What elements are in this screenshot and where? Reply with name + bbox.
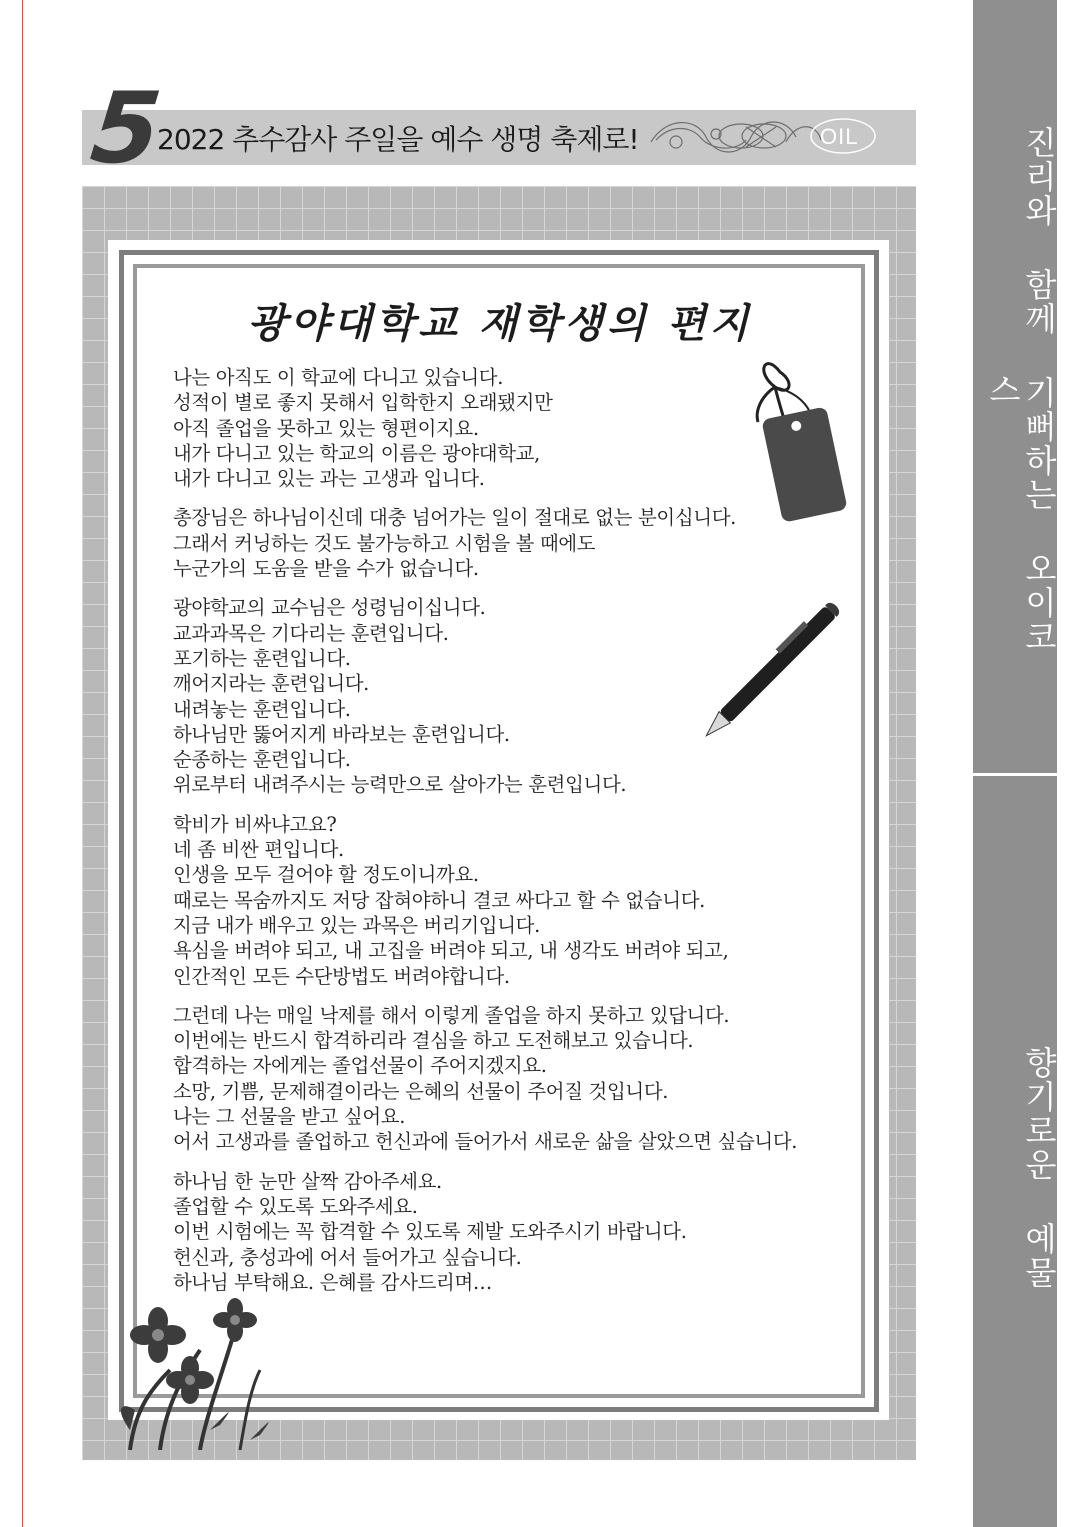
letter-line: 총장님은 하나님이신데 대충 넘어가는 일이 절대로 없는 분이십니다. [173, 506, 736, 530]
letter-line: 하나님만 뚫어지게 바라보는 훈련입니다. [173, 722, 510, 746]
letter-paragraph [173, 1003, 853, 1155]
letter-line: 욕심을 버려야 되고, 내 고집을 버려야 되고, 내 생각도 버려야 되고, [173, 939, 729, 963]
letter-line: 나는 아직도 이 학교에 다니고 있습니다. [173, 366, 504, 389]
letter-line: 누군가의 도움을 받을 수가 없습니다. [173, 557, 479, 581]
letter-title: 광야대학교 재학생의 편지 [247, 300, 753, 347]
letter-line: 이번 시험에는 꼭 합격할 수 있도록 제발 도와주시기 바랍니다. [173, 1220, 687, 1244]
letter-line: 나는 그 선물을 받고 싶어요. [173, 1105, 406, 1129]
letter-line: 그래서 커닝하는 것도 불가능하고 시험을 볼 때에도 [173, 531, 596, 555]
letter-line: 교과과목은 기다리는 훈련입니다. [173, 621, 449, 645]
letter-line: 내가 다니고 있는 과는 고생과 입니다. [173, 467, 485, 491]
page-title: 2022 추수감사 주일을 예수 생명 축제로! [157, 123, 639, 156]
letter-line: 학비가 비싸냐고요? [173, 812, 337, 836]
letter-line: 깨어지라는 훈련입니다. [173, 672, 370, 696]
letter-line: 순종하는 훈련입니다. [173, 748, 351, 772]
letter-line: 소망, 기쁨, 문제해결이라는 은혜의 선물이 주어질 것입니다. [173, 1079, 669, 1103]
gift-tag-icon [750, 352, 850, 527]
chapter-number: 5 [86, 72, 167, 186]
letter-line: 때로는 목숨까지도 저당 잡혀야하니 결코 싸다고 할 수 없습니다. [173, 888, 705, 912]
side-tab [973, 0, 1057, 1527]
letter-line: 인생을 모두 걸어야 할 정도이니까요. [173, 863, 479, 887]
letter-line: 지금 내가 배우고 있는 과목은 버리기입니다. [173, 913, 540, 937]
letter-line: 성적이 별로 좋지 못해서 입학한지 오래됐지만 [173, 391, 553, 415]
letter-line: 그런데 나는 매일 낙제를 해서 이렇게 졸업을 하지 못하고 있답니다. [173, 1003, 730, 1027]
letter-line: 하나님 부탁해요. 은혜를 감사드리며… [173, 1270, 493, 1294]
letter-line: 아직 졸업을 못하고 있는 형편이지요. [173, 416, 479, 440]
letter-line: 내려놓는 훈련입니다. [173, 697, 351, 721]
letter-line: 내가 다니고 있는 학교의 이름은 광야대학교, [173, 441, 540, 465]
letter-line: 포기하는 훈련입니다. [173, 646, 351, 670]
letter-line: 졸업할 수 있도록 도와주세요. [173, 1194, 418, 1218]
letter-line: 광야학교의 교수님은 성령님이십니다. [173, 596, 486, 620]
oil-logo: OIL [820, 124, 859, 149]
letter-line: 이번에는 반드시 합격하리라 결심을 하고 도전해보고 있습니다. [173, 1029, 694, 1053]
side-tab-bottom-text: 향기로운 예물 [1020, 1046, 1058, 1290]
letter-paragraph [173, 1169, 853, 1295]
pen-icon [700, 592, 840, 752]
letter-line: 위로부터 내려주시는 능력만으로 살아가는 훈련입니다. [173, 773, 627, 797]
flourish-ornament-icon [646, 112, 826, 162]
letter-line: 합격하는 자에게는 졸업선물이 주어지겠지요. [173, 1054, 547, 1078]
letter-line: 하나님 한 눈만 살짝 감아주세요. [173, 1169, 442, 1193]
letter-paragraph [173, 812, 853, 989]
side-tab-top-text: 진리와 함께 기뻐하는 오이코스 [984, 126, 1058, 654]
letter-line: 인간적인 모든 수단방법도 버려야합니다. [173, 964, 510, 988]
side-tab-divider [973, 773, 1057, 776]
letter-line: 네 좀 비싼 편입니다. [173, 838, 344, 862]
flowers-icon [110, 1290, 280, 1450]
letter-line: 헌신과, 충성과에 어서 들어가고 싶습니다. [173, 1245, 522, 1269]
letter-line: 어서 고생과를 졸업하고 헌신과에 들어가서 새로운 삶을 살았으면 싶습니다. [173, 1130, 798, 1154]
